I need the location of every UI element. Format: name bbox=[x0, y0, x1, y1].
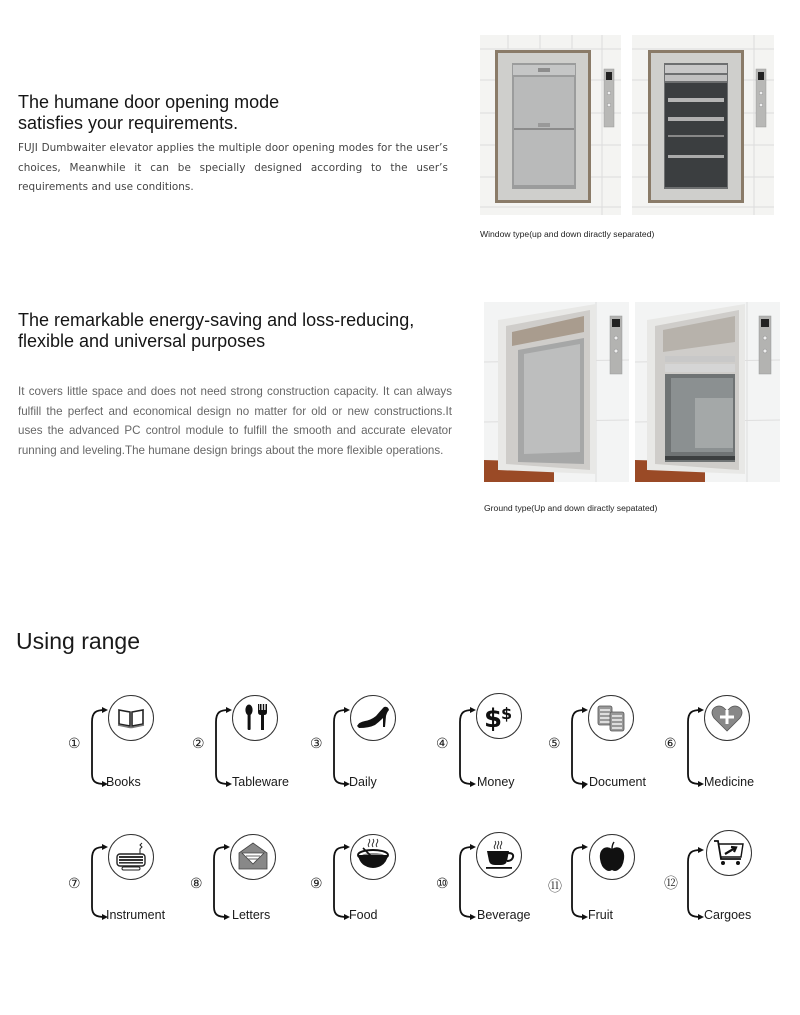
item-label: Cargoes bbox=[704, 908, 752, 922]
bracket-arrow-icon bbox=[192, 694, 232, 794]
item-number: ③ bbox=[310, 736, 323, 752]
item-label: Money bbox=[477, 775, 515, 789]
item-number: ⑤ bbox=[548, 736, 561, 752]
document-icon bbox=[588, 695, 634, 741]
item-label: Books bbox=[106, 775, 141, 789]
range-item-instrument bbox=[68, 833, 188, 933]
item-number: ② bbox=[192, 736, 205, 752]
range-item-medicine bbox=[664, 694, 784, 794]
item-number: ⑫ bbox=[664, 876, 678, 892]
range-item-beverage bbox=[436, 831, 556, 931]
item-number: ⑪ bbox=[548, 879, 562, 895]
soup-bowl-icon bbox=[350, 834, 396, 880]
item-number: ⑨ bbox=[310, 876, 323, 892]
bracket-arrow-icon bbox=[190, 833, 230, 933]
range-item-daily bbox=[310, 694, 430, 794]
item-number: ④ bbox=[436, 736, 449, 752]
item-label: Food bbox=[349, 908, 378, 922]
section2-heading-line2: flexible and universal purposes bbox=[18, 331, 266, 351]
range-item-food bbox=[310, 833, 430, 933]
range-item-money bbox=[436, 692, 556, 792]
bracket-arrow-icon bbox=[664, 694, 704, 794]
section1-body: FUJI Dumbwaiter elevator applies the multiple door opening modes for the user’s choices, Meanwhile it can be specially designed according to the user’s requirements and use conditions. bbox=[18, 142, 448, 193]
heart-cross-icon bbox=[704, 695, 750, 741]
range-item-books bbox=[68, 694, 188, 794]
bracket-arrow-icon bbox=[548, 694, 588, 794]
item-label: Daily bbox=[349, 775, 377, 789]
section-door-opening bbox=[18, 92, 448, 198]
item-number: ⑩ bbox=[436, 876, 449, 892]
range-item-document bbox=[548, 694, 668, 794]
item-label: Letters bbox=[232, 908, 271, 922]
photo-ground-type-open bbox=[635, 302, 780, 482]
item-number: ⑦ bbox=[68, 876, 81, 892]
svg-text:$: $ bbox=[484, 704, 503, 734]
item-label: Document bbox=[589, 775, 646, 789]
svg-text:$: $ bbox=[501, 704, 513, 723]
item-label: Tableware bbox=[232, 775, 289, 789]
spoon-fork-icon bbox=[232, 695, 278, 741]
section2-heading-line1: The remarkable energy-saving and loss-reducing, bbox=[18, 310, 415, 330]
item-label: Fruit bbox=[588, 908, 613, 922]
apple-icon bbox=[589, 834, 635, 880]
item-number: ⑧ bbox=[190, 876, 203, 892]
item-label: Medicine bbox=[704, 775, 755, 789]
dollar-icon bbox=[476, 693, 522, 739]
section1-heading-line1: The humane door opening mode bbox=[18, 92, 280, 112]
using-range-title: Using range bbox=[16, 628, 141, 654]
envelope-icon bbox=[230, 834, 276, 880]
bracket-arrow-icon bbox=[548, 833, 588, 933]
range-item-cargoes bbox=[664, 830, 784, 930]
item-label: Beverage bbox=[477, 908, 531, 922]
range-item-fruit bbox=[548, 833, 668, 933]
item-number: ① bbox=[68, 736, 81, 752]
photo-window-type-closed bbox=[480, 35, 621, 215]
shopping-cart-icon bbox=[706, 830, 752, 876]
bracket-arrow-icon bbox=[68, 694, 108, 794]
section1-heading-line2: satisfies your requirements. bbox=[18, 113, 239, 133]
section1-heading bbox=[18, 92, 448, 134]
item-label: Instrument bbox=[106, 908, 166, 922]
section2-heading bbox=[18, 310, 452, 352]
caption-ground-type: Ground type(Up and down diractly sepatated) bbox=[484, 503, 658, 513]
bracket-arrow-icon bbox=[664, 830, 704, 930]
range-item-tableware bbox=[192, 694, 312, 794]
bracket-arrow-icon bbox=[436, 692, 476, 792]
item-number: ⑥ bbox=[664, 736, 677, 752]
photo-ground-type-closed bbox=[484, 302, 629, 482]
section-energy-saving bbox=[18, 310, 452, 460]
keyboard-icon bbox=[108, 834, 154, 880]
bracket-arrow-icon bbox=[310, 694, 350, 794]
coffee-cup-icon bbox=[476, 832, 522, 878]
caption-window-type: Window type(up and down diractly separated) bbox=[480, 229, 655, 239]
bracket-arrow-icon bbox=[68, 833, 108, 933]
bracket-arrow-icon bbox=[436, 831, 476, 931]
bracket-arrow-icon bbox=[310, 833, 350, 933]
book-icon bbox=[108, 695, 154, 741]
high-heel-shoe-icon bbox=[350, 695, 396, 741]
photo-window-type-open bbox=[632, 35, 774, 215]
section2-body: It covers little space and does not need strong construction capacity. It can always fulfill the perfect and economical design no matter for old or new constructions.It uses the advanced PC control module to fulfill the smooth and accurate elevator running and leveling.The humane design brings about the more flexible operations. bbox=[18, 385, 452, 457]
range-item-letters bbox=[190, 833, 310, 933]
